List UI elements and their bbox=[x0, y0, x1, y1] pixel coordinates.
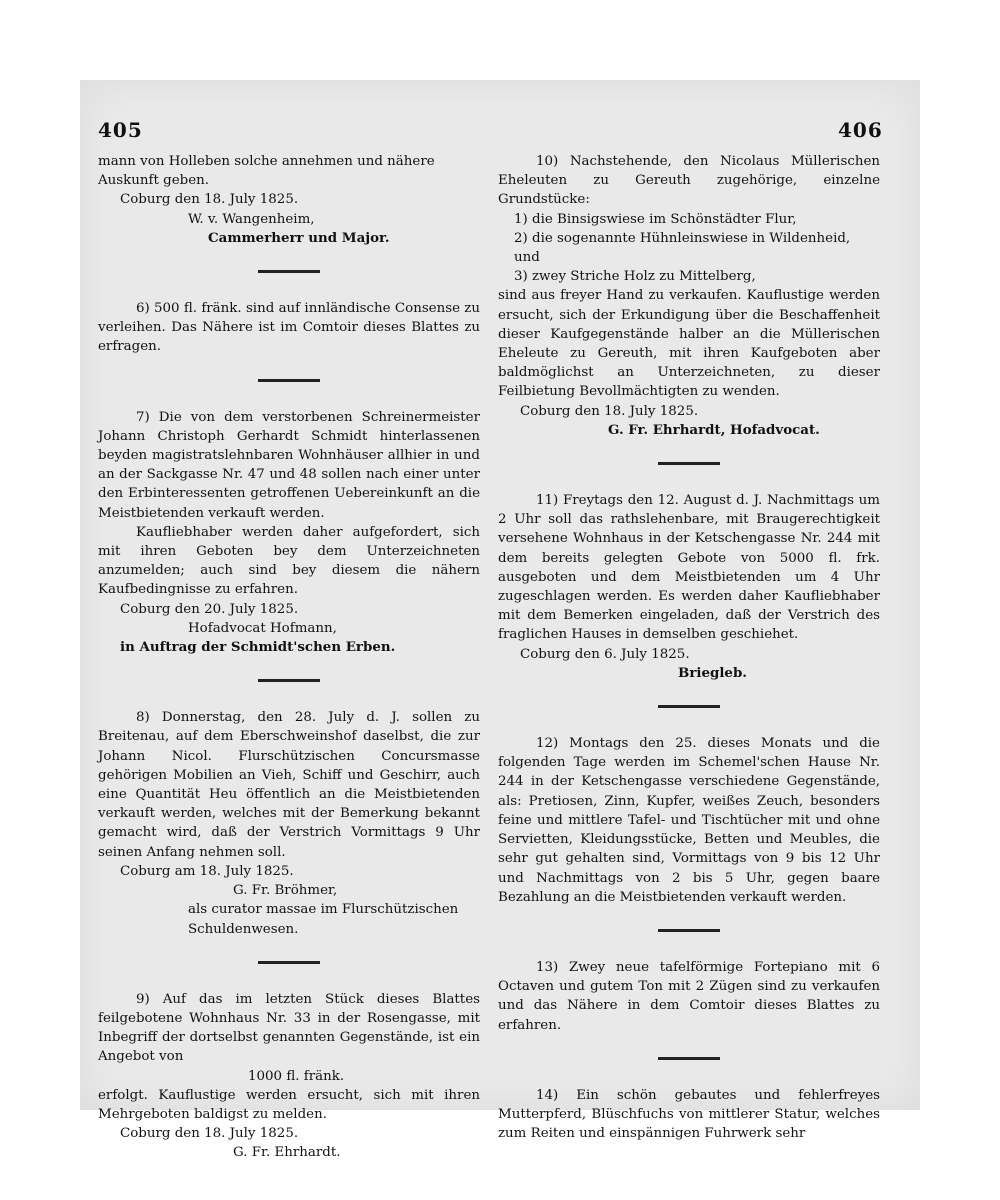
signature-title: in Auftrag der Schmidt'schen Erben. bbox=[120, 639, 396, 656]
notice-date: Coburg den 20. July 1825. bbox=[120, 601, 299, 617]
offer-amount: 1000 fl. fränk. bbox=[248, 1068, 345, 1084]
signature-name: W. v. Wangenheim, bbox=[188, 211, 315, 227]
notice-text: Kaufliebhaber werden daher aufgefordert, sich mit ihren Geboten bey dem Unterzeichneten anzumelden; auch sind bey diesem die nähern Kaufbedingnisse zu erfahren. bbox=[98, 524, 480, 598]
notice-text: erfolgt. Kauflustige werden ersucht, sich mit ihren Mehrgeboten baldigst zu melden. bbox=[98, 1087, 480, 1122]
continuation-notice bbox=[98, 152, 480, 248]
signature-name: G. Fr. Bröhmer, bbox=[233, 883, 338, 899]
signature-title: als curator massae im Flurschützischen Schuldenwesen. bbox=[188, 902, 459, 937]
notice-date: Coburg den 18. July 1825. bbox=[120, 192, 299, 208]
signature-name: G. Fr. Ehrhardt, Hofadvocat. bbox=[608, 421, 820, 438]
parcel-list bbox=[498, 210, 880, 287]
right-column bbox=[498, 152, 880, 1143]
signature-name: Hofadvocat Hofmann, bbox=[188, 620, 337, 636]
text-line: Auskunft geben. bbox=[98, 173, 209, 189]
notice-text: 6) 500 fl. fränk. sind auf innländische Consense zu verleihen. Das Nähere ist im Comtoir dieses Blattes zu erfragen. bbox=[98, 301, 480, 355]
list-item: 1) die Binsigswiese im Schönstädter Flur, bbox=[514, 211, 797, 227]
section-divider bbox=[658, 1057, 720, 1060]
section-divider bbox=[658, 705, 720, 708]
notice-text: 10) Nachstehende, den Nicolaus Müllerischen Eheleuten zu Gereuth zugehörige, einzelne Grundstücke: bbox=[498, 154, 880, 208]
page-number-left: 405 bbox=[98, 118, 143, 142]
text-line: mann von Holleben solche annehmen und nähere bbox=[98, 154, 435, 169]
section-divider bbox=[658, 929, 720, 932]
section-divider bbox=[258, 270, 320, 273]
notice-text: 11) Freytags den 12. August d. J. Nachmittags um 2 Uhr soll das rathslehenbare, mit Braugerechtigkeit versehene Wohnhaus in der Ketschengasse Nr. 244 mit dem bereits gelegten Gebote von 5000 fl. frk. ausgeboten und dem Meistbietenden um 4 Uhr zugeschlagen werden. Es werden daher Kaufliebhaber mit dem Bemerken eingeladen, daß der Verstrich des fraglichen Hauses in demselben geschiehet. bbox=[498, 493, 880, 643]
notice-text: 12) Montags den 25. dieses Monats und die folgenden Tage werden im Schemel'schen Hause Nr. 244 in der Ketschengasse verschiedene Gegenstände, als: Pretiosen, Zinn, Kupfer, weißes Zeuch, besonders feine und mittlere Tafel- und Tischtücher mit und ohne Servietten, Kleidungsstücke, Betten und Meubles, die sehr gut gehalten sind, Vormittags von 9 bis 12 Uhr und Nachmittags von 2 bis 5 Uhr, gegen baare Bezahlung an die Meistbietenden verkauft werden. bbox=[498, 736, 880, 905]
notice-date: Coburg den 18. July 1825. bbox=[520, 403, 699, 419]
left-column bbox=[98, 152, 480, 1163]
section-divider bbox=[658, 462, 720, 465]
notice-text: 8) Donnerstag, den 28. July d. J. sollen zu Breitenau, auf dem Eberschweinshof daselbst, die zur Johann Nicol. Flurschützischen Concursmasse gehörigen Mobilien an Vieh, Schiff und Geschirr, auch eine Quantität Heu öffentlich an die Meistbietenden verkauft werden, welches mit der Bemerkung bekannt gemacht wird, daß der Verstrich Vormittags 9 Uhr seinen Anfang nehmen soll. bbox=[98, 710, 480, 860]
section-divider bbox=[258, 679, 320, 682]
signature-name: G. Fr. Ehrhardt. bbox=[233, 1145, 341, 1161]
notice-text: 7) Die von dem verstorbenen Schreinermeister Johann Christoph Gerhardt Schmidt hinterlassenen beyden magistratslehnbaren Wohnhäuser allhier in und an der Sackgasse Nr. 47 und 48 sollen nach einer unter den Erbinteressenten getroffenen Uebereinkunft an die Meistbietenden verkauft werden. bbox=[98, 409, 480, 521]
notice-6 bbox=[98, 299, 480, 357]
notice-text: 14) Ein schön gebautes und fehlerfreyes Mutterpferd, Blüschfuchs von mittlerer Statur, welches zum Reiten und einspännigen Fuhrwerk sehr bbox=[498, 1087, 880, 1142]
notice-10 bbox=[498, 152, 880, 440]
notice-8 bbox=[98, 708, 480, 938]
notice-date: Coburg den 6. July 1825. bbox=[520, 646, 690, 662]
signature-title: Cammerherr und Major. bbox=[208, 229, 390, 246]
list-item: 2) die sogenannte Hühnleinswiese in Wildenheid, und bbox=[514, 230, 851, 266]
list-item: 3) zwey Striche Holz zu Mittelberg, bbox=[514, 269, 756, 285]
notice-14 bbox=[498, 1086, 880, 1144]
notice-7 bbox=[98, 408, 480, 658]
notice-11 bbox=[498, 491, 880, 683]
notice-text: 13) Zwey neue tafelförmige Fortepiano mit 6 Octaven und gutem Ton mit 2 Zügen sind zu verkaufen und das Nähere in dem Comtoir dieses Blattes zu erfahren. bbox=[498, 959, 880, 1033]
notice-text: 9) Auf das im letzten Stück dieses Blattes feilgebotene Wohnhaus Nr. 33 in der Rosengasse, mit Inbegriff der dortselbst genannten Gegenstände, ist ein Angebot von bbox=[98, 991, 480, 1065]
section-divider bbox=[258, 961, 320, 964]
notice-text: sind aus freyer Hand zu verkaufen. Kauflustige werden ersucht, sich der Erkundigung über die Beschaffenheit dieser Kaufgegenstände halber an die Müllerischen Eheleute zu Gereuth, mit ihren Kaufgeboten aber baldmöglichst an Unterzeichneten, zu dieser Feilbietung Bevollmächtigten zu wenden. bbox=[498, 288, 880, 400]
signature-name: Briegleb. bbox=[678, 664, 747, 681]
notice-13 bbox=[498, 958, 880, 1035]
notice-12 bbox=[498, 734, 880, 907]
notice-date: Coburg den 18. July 1825. bbox=[120, 1126, 299, 1142]
notice-9 bbox=[98, 990, 480, 1163]
page-number-right: 406 bbox=[838, 118, 883, 142]
notice-date: Coburg am 18. July 1825. bbox=[120, 863, 294, 879]
section-divider bbox=[258, 379, 320, 382]
